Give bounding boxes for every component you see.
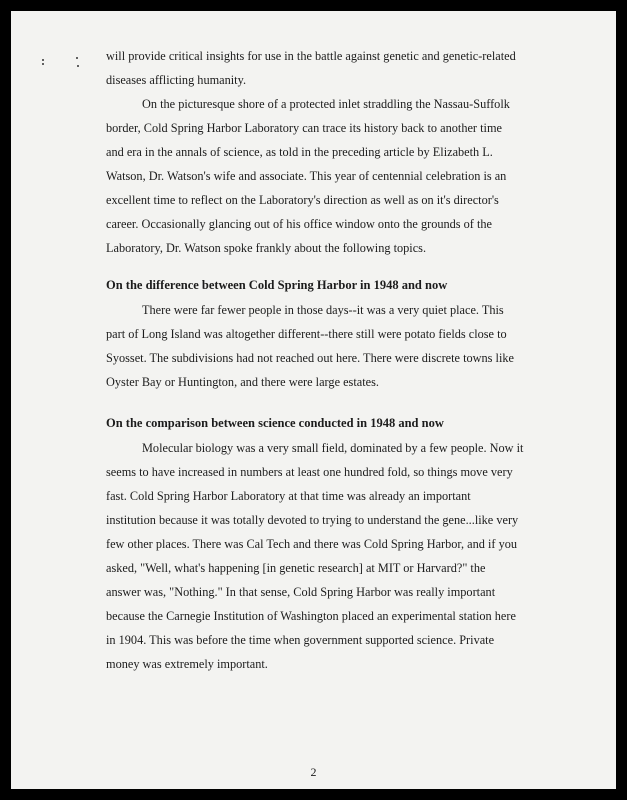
- section2-line-7: answer was, "Nothing." In that sense, Cold Spring Harbor was really important: [106, 585, 496, 599]
- paragraph1-line-6: career. Occasionally glancing out of his office window onto the grounds of the: [106, 217, 492, 231]
- intro-line-2: diseases afflicting humanity.: [106, 73, 247, 87]
- section2-line-6: asked, "Well, what's happening [in genetic research] at MIT or Harvard?" the: [106, 561, 486, 575]
- section2-line-9: in 1904. This was before the time when government supported science. Private: [106, 633, 495, 647]
- paragraph1-line-7: Laboratory, Dr. Watson spoke frankly about the following topics.: [106, 241, 427, 255]
- section1-line-2: part of Long Island was altogether different--there still were potato fields close to: [106, 327, 507, 341]
- section2-line-1: Molecular biology was a very small field, dominated by a few people. Now it: [142, 441, 524, 455]
- page-number: 2: [310, 765, 317, 779]
- intro-line-1: will provide critical insights for use in the battle against genetic and genetic-related: [106, 49, 516, 63]
- section2-line-10: money was extremely important.: [106, 657, 268, 671]
- section2-line-8: because the Carnegie Institution of Washington placed an experimental station here: [106, 609, 516, 623]
- paragraph1-line-4: Watson, Dr. Watson's wife and associate. This year of centennial celebration is an: [106, 169, 507, 183]
- section1-line-3: Syosset. The subdivisions had not reached out here. There were discrete towns like: [106, 351, 514, 365]
- section2-heading: On the comparison between science conducted in 1948 and now: [106, 416, 444, 430]
- section2-line-5: few other places. There was Cal Tech and there was Cold Spring Harbor, and if you: [106, 537, 518, 551]
- section1-line-4: Oyster Bay or Huntington, and there were large estates.: [106, 375, 379, 389]
- paragraph1-line-1: On the picturesque shore of a protected inlet straddling the Nassau-Suffolk: [142, 97, 510, 111]
- section1-line-1: There were far fewer people in those days--it was a very quiet place. This: [142, 303, 504, 317]
- paragraph1-line-3: and era in the annals of science, as told in the preceding article by Elizabeth L.: [106, 145, 493, 159]
- punch-marks: [33, 48, 73, 68]
- paragraph1-line-2: border, Cold Spring Harbor Laboratory can trace its history back to another time: [106, 121, 502, 135]
- document-page: [11, 11, 616, 789]
- section2-line-4: institution because it was totally devoted to trying to understand the gene...like very: [106, 513, 519, 527]
- section2-line-3: fast. Cold Spring Harbor Laboratory at that time was already an important: [106, 489, 471, 503]
- section2-line-2: seems to have increased in numbers at least one hundred fold, so things move very: [106, 465, 513, 479]
- paragraph1-line-5: excellent time to reflect on the Laboratory's direction as well as on it's director's: [106, 193, 499, 207]
- section1-heading: On the difference between Cold Spring Harbor in 1948 and now: [106, 278, 448, 292]
